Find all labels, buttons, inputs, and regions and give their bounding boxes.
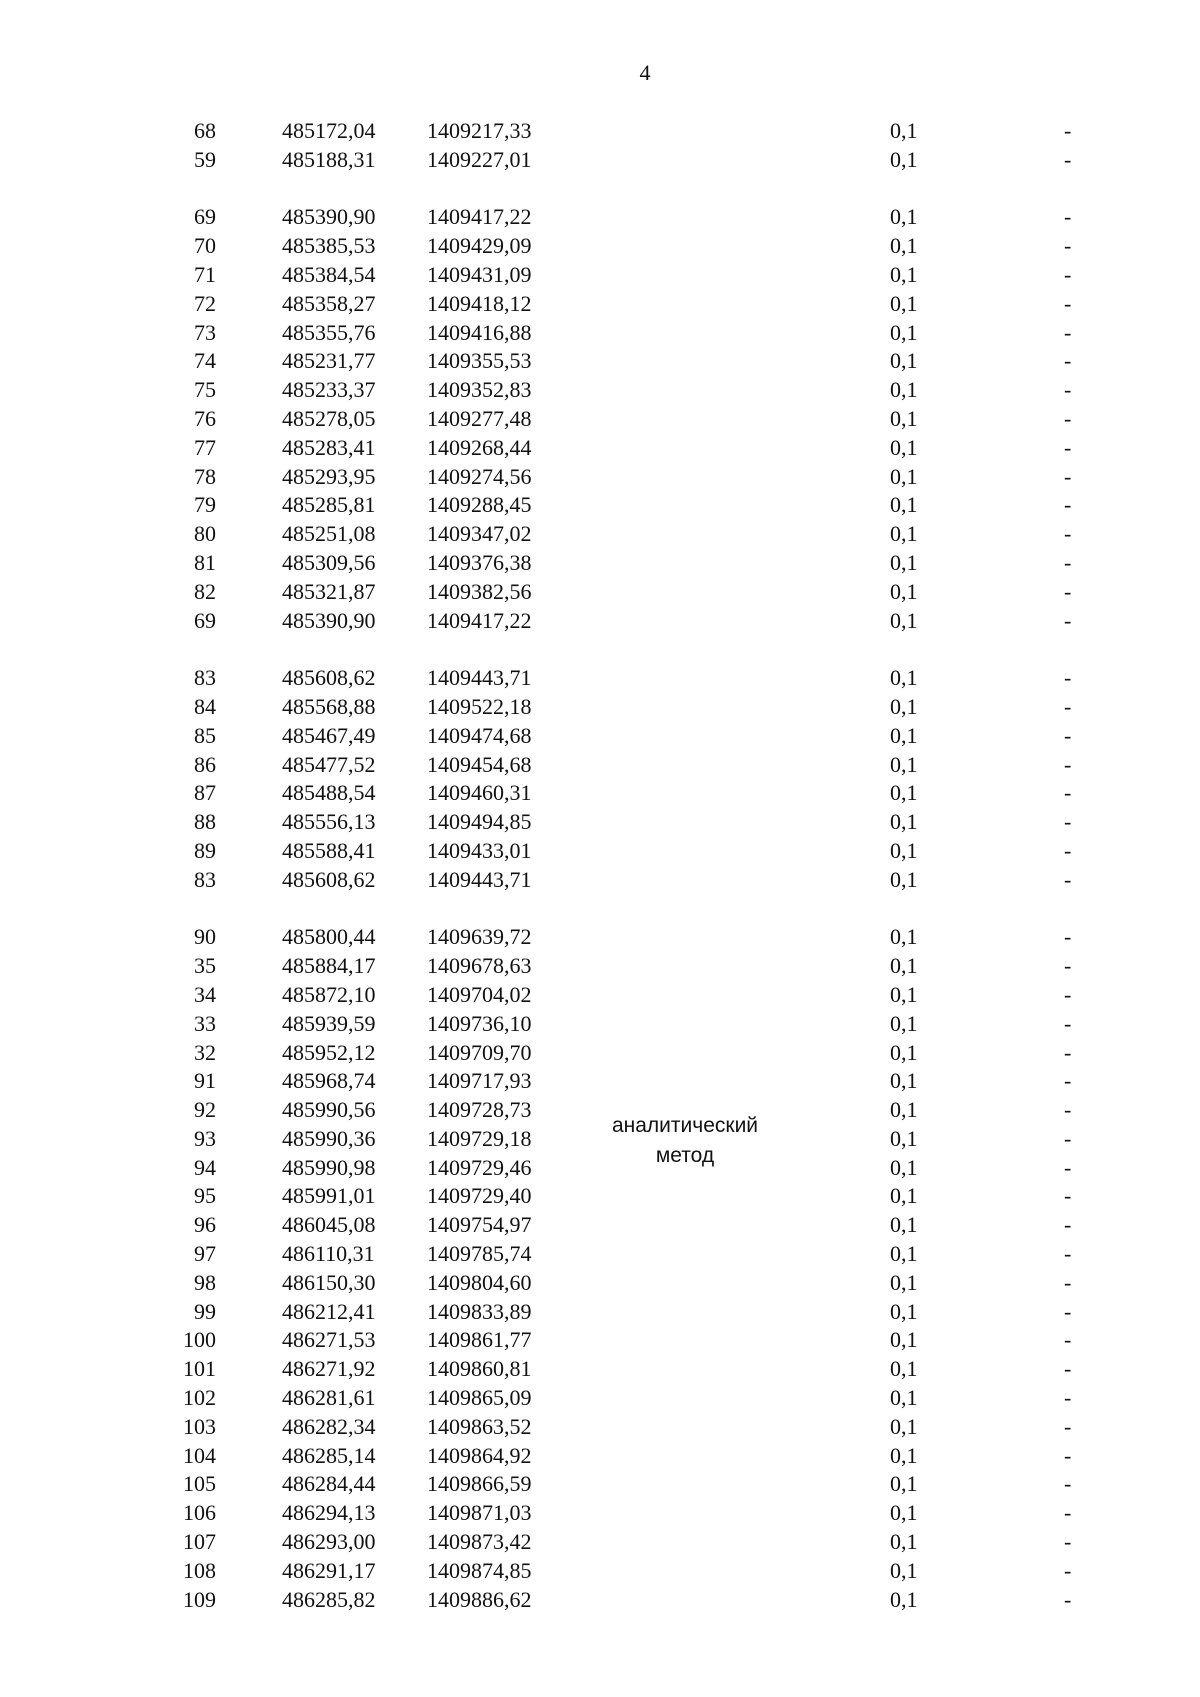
point-number: 81	[194, 549, 216, 575]
coordinate-y: 1409277,48	[427, 405, 532, 431]
point-number: 79	[194, 492, 216, 518]
table-row	[0, 952, 1200, 981]
table-row	[0, 232, 1200, 261]
empty-dash: -	[1064, 1097, 1072, 1123]
empty-dash: -	[1064, 1039, 1072, 1065]
precision-value: 0,1	[890, 1010, 918, 1036]
coordinate-x: 485251,08	[282, 521, 376, 547]
coordinate-y: 1409861,77	[427, 1327, 532, 1353]
precision-value: 0,1	[890, 233, 918, 259]
coordinate-y: 1409416,88	[427, 319, 532, 345]
point-number: 102	[183, 1385, 216, 1411]
coordinate-y: 1409678,63	[427, 953, 532, 979]
coordinate-y: 1409268,44	[427, 434, 532, 460]
precision-value: 0,1	[890, 492, 918, 518]
coordinate-x: 485285,81	[282, 492, 376, 518]
coordinate-x: 485233,37	[282, 377, 376, 403]
coordinate-x: 486045,08	[282, 1212, 376, 1238]
table-row	[0, 491, 1200, 520]
coordinate-x: 485968,74	[282, 1068, 376, 1094]
empty-dash: -	[1064, 463, 1072, 489]
empty-dash: -	[1064, 751, 1072, 777]
precision-value: 0,1	[890, 578, 918, 604]
coordinate-y: 1409871,03	[427, 1500, 532, 1526]
coordinate-x: 486282,34	[282, 1413, 376, 1439]
table-row	[0, 261, 1200, 290]
coordinate-x: 485990,36	[282, 1125, 376, 1151]
table-row	[0, 923, 1200, 952]
table-row	[0, 1413, 1200, 1442]
coordinate-x: 485872,10	[282, 981, 376, 1007]
empty-dash: -	[1064, 866, 1072, 892]
precision-value: 0,1	[890, 377, 918, 403]
coordinate-y: 1409454,68	[427, 751, 532, 777]
coordinate-y: 1409522,18	[427, 693, 532, 719]
empty-dash: -	[1064, 1298, 1072, 1324]
empty-dash: -	[1064, 1442, 1072, 1468]
table-row	[0, 319, 1200, 348]
point-number: 108	[183, 1557, 216, 1583]
coordinate-x: 485384,54	[282, 261, 376, 287]
coordinate-x: 486284,44	[282, 1471, 376, 1497]
point-number: 74	[194, 348, 216, 374]
coordinate-y: 1409433,01	[427, 837, 532, 863]
precision-value: 0,1	[890, 146, 918, 172]
empty-dash: -	[1064, 1154, 1072, 1180]
precision-value: 0,1	[890, 1356, 918, 1382]
precision-value: 0,1	[890, 780, 918, 806]
table-row	[0, 1240, 1200, 1269]
point-number: 71	[194, 261, 216, 287]
coordinate-y: 1409288,45	[427, 492, 532, 518]
precision-value: 0,1	[890, 1385, 918, 1411]
precision-value: 0,1	[890, 953, 918, 979]
table-row	[0, 1470, 1200, 1499]
precision-value: 0,1	[890, 549, 918, 575]
method-label-line2: метод	[655, 1144, 715, 1167]
coordinate-y: 1409833,89	[427, 1298, 532, 1324]
precision-value: 0,1	[890, 1471, 918, 1497]
coordinate-x: 485588,41	[282, 837, 376, 863]
precision-value: 0,1	[890, 463, 918, 489]
empty-dash: -	[1064, 953, 1072, 979]
precision-value: 0,1	[890, 1068, 918, 1094]
point-number: 68	[194, 118, 216, 143]
point-number: 105	[183, 1471, 216, 1497]
precision-value: 0,1	[890, 1183, 918, 1209]
table-row	[0, 722, 1200, 751]
table-row	[0, 693, 1200, 722]
empty-dash: -	[1064, 780, 1072, 806]
point-number: 97	[194, 1241, 216, 1267]
precision-value: 0,1	[890, 1298, 918, 1324]
coordinate-x: 486293,00	[282, 1529, 376, 1555]
precision-value: 0,1	[890, 1500, 918, 1526]
table-row	[0, 1557, 1200, 1586]
empty-dash: -	[1064, 377, 1072, 403]
coordinate-y: 1409866,59	[427, 1471, 532, 1497]
table-row	[0, 1182, 1200, 1211]
coordinate-y: 1409443,71	[427, 866, 532, 892]
table-row	[0, 1586, 1200, 1615]
table-row	[0, 146, 1200, 175]
table-row	[0, 549, 1200, 578]
precision-value: 0,1	[890, 204, 918, 230]
empty-dash: -	[1064, 146, 1072, 172]
method-label-line1: аналитический	[611, 1114, 759, 1137]
empty-dash: -	[1064, 1010, 1072, 1036]
empty-dash: -	[1064, 1500, 1072, 1526]
point-number: 70	[194, 233, 216, 259]
point-number: 100	[183, 1327, 216, 1353]
empty-dash: -	[1064, 693, 1072, 719]
table-row	[0, 779, 1200, 808]
coordinate-y: 1409874,85	[427, 1557, 532, 1583]
point-number: 107	[183, 1529, 216, 1555]
precision-value: 0,1	[890, 1327, 918, 1353]
coordinate-y: 1409754,97	[427, 1212, 532, 1238]
coordinate-x: 485568,88	[282, 693, 376, 719]
table-row	[0, 808, 1200, 837]
table-row	[0, 1326, 1200, 1355]
precision-value: 0,1	[890, 1586, 918, 1612]
table-row	[0, 866, 1200, 895]
precision-value: 0,1	[890, 1269, 918, 1295]
precision-value: 0,1	[890, 1154, 918, 1180]
coordinate-x: 485990,98	[282, 1154, 376, 1180]
point-number: 98	[194, 1269, 216, 1295]
table-row	[0, 1528, 1200, 1557]
coordinate-x: 485467,49	[282, 722, 376, 748]
precision-value: 0,1	[890, 521, 918, 547]
table-row	[0, 1269, 1200, 1298]
coordinate-x: 485358,27	[282, 290, 376, 316]
coordinate-y: 1409860,81	[427, 1356, 532, 1382]
point-number: 72	[194, 290, 216, 316]
point-number: 77	[194, 434, 216, 460]
table-row	[0, 347, 1200, 376]
empty-dash: -	[1064, 261, 1072, 287]
empty-dash: -	[1064, 1586, 1072, 1612]
point-number: 73	[194, 319, 216, 345]
point-number: 84	[194, 693, 216, 719]
coordinate-y: 1409729,18	[427, 1125, 532, 1151]
coordinate-x: 486212,41	[282, 1298, 376, 1324]
point-number: 90	[194, 924, 216, 950]
coordinate-y: 1409717,93	[427, 1068, 532, 1094]
point-number: 104	[183, 1442, 216, 1468]
empty-dash: -	[1064, 118, 1072, 143]
precision-value: 0,1	[890, 1529, 918, 1555]
coordinate-x: 485608,62	[282, 665, 376, 691]
coordinate-y: 1409460,31	[427, 780, 532, 806]
point-number: 76	[194, 405, 216, 431]
coordinate-y: 1409217,33	[427, 118, 532, 143]
coordinate-y: 1409494,85	[427, 809, 532, 835]
table-row	[0, 751, 1200, 780]
point-number: 33	[194, 1010, 216, 1036]
coordinate-y: 1409729,40	[427, 1183, 532, 1209]
empty-dash: -	[1064, 1413, 1072, 1439]
coordinate-x: 485608,62	[282, 866, 376, 892]
empty-dash: -	[1064, 837, 1072, 863]
coordinate-y: 1409865,09	[427, 1385, 532, 1411]
precision-value: 0,1	[890, 319, 918, 345]
table-row	[0, 1355, 1200, 1384]
table-row	[0, 981, 1200, 1010]
coordinate-y: 1409863,52	[427, 1413, 532, 1439]
coordinate-x: 485390,90	[282, 204, 376, 230]
empty-dash: -	[1064, 809, 1072, 835]
coordinate-x: 486281,61	[282, 1385, 376, 1411]
empty-dash: -	[1064, 722, 1072, 748]
coordinate-x: 486291,17	[282, 1557, 376, 1583]
coordinate-x: 486294,13	[282, 1500, 376, 1526]
precision-value: 0,1	[890, 1212, 918, 1238]
method-label	[580, 1111, 790, 1171]
precision-value: 0,1	[890, 348, 918, 374]
group-spacer	[0, 895, 1200, 924]
empty-dash: -	[1064, 607, 1072, 633]
table-row	[0, 664, 1200, 693]
point-number: 109	[183, 1586, 216, 1612]
precision-value: 0,1	[890, 809, 918, 835]
point-number: 32	[194, 1039, 216, 1065]
point-number: 86	[194, 751, 216, 777]
coordinate-x: 485172,04	[282, 118, 376, 143]
coordinate-x: 485188,31	[282, 146, 376, 172]
coordinate-y: 1409639,72	[427, 924, 532, 950]
precision-value: 0,1	[890, 1125, 918, 1151]
empty-dash: -	[1064, 1529, 1072, 1555]
table-row	[0, 1010, 1200, 1039]
table-row	[0, 1298, 1200, 1327]
table-row	[0, 1442, 1200, 1471]
empty-dash: -	[1064, 1125, 1072, 1151]
group-spacer	[0, 175, 1200, 204]
coordinate-x: 486271,53	[282, 1327, 376, 1353]
table-row	[0, 203, 1200, 232]
coordinate-x: 485355,76	[282, 319, 376, 345]
precision-value: 0,1	[890, 1097, 918, 1123]
table-row	[0, 520, 1200, 549]
coordinate-y: 1409785,74	[427, 1241, 532, 1267]
point-number: 99	[194, 1298, 216, 1324]
coordinate-y: 1409429,09	[427, 233, 532, 259]
coordinate-x: 485884,17	[282, 953, 376, 979]
precision-value: 0,1	[890, 1241, 918, 1267]
point-number: 106	[183, 1500, 216, 1526]
coordinate-y: 1409736,10	[427, 1010, 532, 1036]
coordinate-y: 1409417,22	[427, 607, 532, 633]
coordinate-x: 485991,01	[282, 1183, 376, 1209]
table-row	[0, 607, 1200, 636]
coordinate-x: 485939,59	[282, 1010, 376, 1036]
coordinate-y: 1409376,38	[427, 549, 532, 575]
point-number: 59	[194, 146, 216, 172]
empty-dash: -	[1064, 578, 1072, 604]
coordinate-y: 1409729,46	[427, 1154, 532, 1180]
point-number: 75	[194, 377, 216, 403]
coordinate-y: 1409274,56	[427, 463, 532, 489]
coordinate-y: 1409418,12	[427, 290, 532, 316]
coordinate-y: 1409352,83	[427, 377, 532, 403]
empty-dash: -	[1064, 290, 1072, 316]
table-row	[0, 837, 1200, 866]
coordinate-y: 1409804,60	[427, 1269, 532, 1295]
coordinate-x: 485477,52	[282, 751, 376, 777]
table-row	[0, 434, 1200, 463]
empty-dash: -	[1064, 1385, 1072, 1411]
point-number: 85	[194, 722, 216, 748]
coordinate-x: 485278,05	[282, 405, 376, 431]
empty-dash: -	[1064, 233, 1072, 259]
coordinate-x: 485309,56	[282, 549, 376, 575]
coordinate-y: 1409709,70	[427, 1039, 532, 1065]
coordinate-x: 485293,95	[282, 463, 376, 489]
coordinate-x: 485990,56	[282, 1097, 376, 1123]
table-row	[0, 463, 1200, 492]
empty-dash: -	[1064, 492, 1072, 518]
empty-dash: -	[1064, 665, 1072, 691]
coordinate-x: 485556,13	[282, 809, 376, 835]
empty-dash: -	[1064, 1068, 1072, 1094]
coordinate-y: 1409443,71	[427, 665, 532, 691]
point-number: 34	[194, 981, 216, 1007]
precision-value: 0,1	[890, 665, 918, 691]
empty-dash: -	[1064, 1356, 1072, 1382]
point-number: 88	[194, 809, 216, 835]
empty-dash: -	[1064, 204, 1072, 230]
table-row	[0, 376, 1200, 405]
coordinate-y: 1409417,22	[427, 204, 532, 230]
empty-dash: -	[1064, 1212, 1072, 1238]
table-row	[0, 290, 1200, 319]
empty-dash: -	[1064, 521, 1072, 547]
precision-value: 0,1	[890, 1413, 918, 1439]
coordinate-y: 1409347,02	[427, 521, 532, 547]
coordinate-x: 485283,41	[282, 434, 376, 460]
page-number: 4	[639, 60, 651, 85]
coordinate-x: 485385,53	[282, 233, 376, 259]
table-row	[0, 1384, 1200, 1413]
coordinate-x: 485231,77	[282, 348, 376, 374]
point-number: 83	[194, 665, 216, 691]
point-number: 92	[194, 1097, 216, 1123]
coordinate-x: 485488,54	[282, 780, 376, 806]
point-number: 89	[194, 837, 216, 863]
table-row	[0, 1067, 1200, 1096]
coordinate-x: 486271,92	[282, 1356, 376, 1382]
precision-value: 0,1	[890, 118, 918, 143]
coordinate-x: 486150,30	[282, 1269, 376, 1295]
point-number: 87	[194, 780, 216, 806]
point-number: 80	[194, 521, 216, 547]
coordinate-y: 1409355,53	[427, 348, 532, 374]
point-number: 91	[194, 1068, 216, 1094]
empty-dash: -	[1064, 1557, 1072, 1583]
empty-dash: -	[1064, 549, 1072, 575]
coordinate-x: 486285,14	[282, 1442, 376, 1468]
table-row	[0, 1039, 1200, 1068]
point-number: 82	[194, 578, 216, 604]
empty-dash: -	[1064, 1269, 1072, 1295]
coordinate-y: 1409728,73	[427, 1097, 532, 1123]
precision-value: 0,1	[890, 261, 918, 287]
empty-dash: -	[1064, 1183, 1072, 1209]
empty-dash: -	[1064, 1327, 1072, 1353]
precision-value: 0,1	[890, 837, 918, 863]
point-number: 94	[194, 1154, 216, 1180]
coordinate-x: 485800,44	[282, 924, 376, 950]
coordinate-x: 485321,87	[282, 578, 376, 604]
coordinate-y: 1409886,62	[427, 1586, 532, 1612]
empty-dash: -	[1064, 348, 1072, 374]
empty-dash: -	[1064, 1241, 1072, 1267]
point-number: 69	[194, 204, 216, 230]
precision-value: 0,1	[890, 434, 918, 460]
point-number: 96	[194, 1212, 216, 1238]
precision-value: 0,1	[890, 607, 918, 633]
empty-dash: -	[1064, 1471, 1072, 1497]
table-row	[0, 405, 1200, 434]
precision-value: 0,1	[890, 1557, 918, 1583]
precision-value: 0,1	[890, 751, 918, 777]
point-number: 93	[194, 1125, 216, 1151]
coordinate-y: 1409227,01	[427, 146, 532, 172]
point-number: 69	[194, 607, 216, 633]
empty-dash: -	[1064, 924, 1072, 950]
precision-value: 0,1	[890, 924, 918, 950]
point-number: 35	[194, 953, 216, 979]
precision-value: 0,1	[890, 981, 918, 1007]
table-row	[0, 1211, 1200, 1240]
group-spacer	[0, 635, 1200, 664]
coordinate-x: 485952,12	[282, 1039, 376, 1065]
point-number: 83	[194, 866, 216, 892]
coordinate-y: 1409704,02	[427, 981, 532, 1007]
precision-value: 0,1	[890, 693, 918, 719]
point-number: 78	[194, 463, 216, 489]
coordinate-y: 1409873,42	[427, 1529, 532, 1555]
coordinate-y: 1409864,92	[427, 1442, 532, 1468]
precision-value: 0,1	[890, 722, 918, 748]
empty-dash: -	[1064, 981, 1072, 1007]
table-row	[0, 117, 1200, 146]
point-number: 95	[194, 1183, 216, 1209]
empty-dash: -	[1064, 319, 1072, 345]
coordinate-y: 1409474,68	[427, 722, 532, 748]
coordinate-x: 485390,90	[282, 607, 376, 633]
table-row	[0, 1499, 1200, 1528]
precision-value: 0,1	[890, 290, 918, 316]
table-row	[0, 578, 1200, 607]
empty-dash: -	[1064, 405, 1072, 431]
point-number: 101	[183, 1356, 216, 1382]
point-number: 103	[183, 1413, 216, 1439]
empty-dash: -	[1064, 434, 1072, 460]
coordinate-x: 486285,82	[282, 1586, 376, 1612]
precision-value: 0,1	[890, 405, 918, 431]
precision-value: 0,1	[890, 1442, 918, 1468]
precision-value: 0,1	[890, 1039, 918, 1065]
coordinate-x: 486110,31	[282, 1241, 375, 1267]
coordinate-y: 1409382,56	[427, 578, 532, 604]
coordinate-y: 1409431,09	[427, 261, 532, 287]
precision-value: 0,1	[890, 866, 918, 892]
coordinates-table	[0, 117, 1200, 1614]
